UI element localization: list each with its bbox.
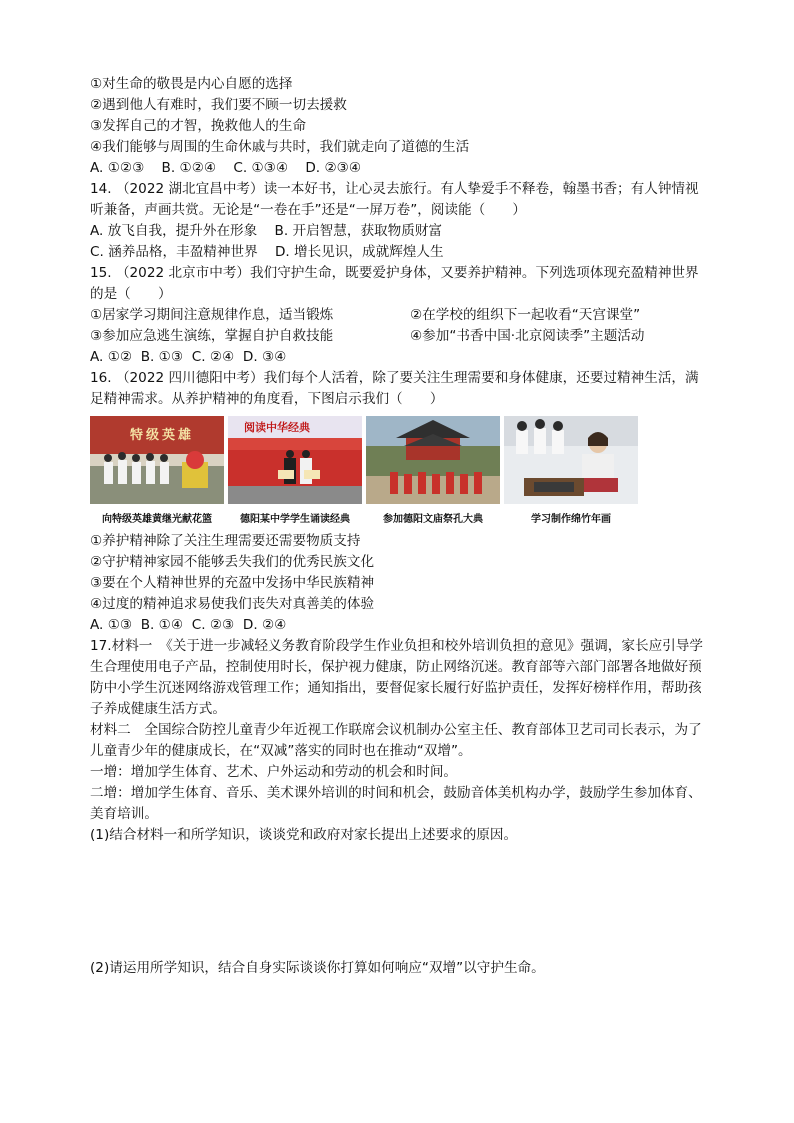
q17-question-2: (2)请运用所学知识，结合自身实际谈谈你打算如何响应“双增”以守护生命。 xyxy=(90,960,545,976)
q17-increase-2: 二增：增加学生体育、音乐、美术课外培训的时间和机会，鼓励音体美机构办学，鼓励学生参加体育、美育培训。 xyxy=(90,785,702,822)
photo-reading-classics xyxy=(228,416,362,525)
photo-reading-classics-sign: 阅读中华经典 xyxy=(244,421,310,434)
q16-item-3: ③要在个人精神世界的充盈中发扬中华民族精神 xyxy=(90,575,375,591)
photo-new-year-painting-image xyxy=(504,416,638,504)
q16-options: A. ①③ B. ①④ C. ②③ D. ②④ xyxy=(90,617,287,633)
q16-item-2: ②守护精神家园不能够丢失我们的优秀民族文化 xyxy=(90,554,375,570)
q13-item-1: ①对生命的敬畏是内心自愿的选择 xyxy=(90,76,293,92)
photo-new-year-painting xyxy=(504,416,638,525)
q14-stem: 14. （2022 湖北宜昌中考）读一本好书，让心灵去旅行。有人挚爱手不释卷，翰墨书香；有人钟情视听兼备，声画共赏。无论是“一卷在手”还是“一屏万卷”，阅读能（ ） xyxy=(90,181,699,218)
q14-options-row1: A. 放飞自我，提升外在形象 B. 开启智慧，获取物质财富 xyxy=(90,223,443,239)
q16-photo-strip xyxy=(90,416,638,525)
photo-flower-basket-image xyxy=(90,416,224,504)
photo-new-year-painting-caption: 学习制作绵竹年画 xyxy=(531,514,611,525)
q17-material-2: 材料二 全国综合防控儿童青少年近视工作联席会议机制办公室主任、教育部体卫艺司司长表示，为了儿童青少年的健康成长，在“双减”落实的同时也在推动“双增”。 xyxy=(90,722,702,759)
q13-item-3: ③发挥自己的才智，挽救他人的生命 xyxy=(90,118,307,134)
exam-page xyxy=(90,74,710,979)
q13-options: A. ①②③ B. ①②④ C. ①③④ D. ②③④ xyxy=(90,160,362,176)
photo-confucius-ceremony xyxy=(366,416,500,525)
photo-confucius-ceremony-caption: 参加德阳文庙祭孔大典 xyxy=(383,514,483,525)
photo-flower-basket-caption: 向特级英雄黄继光献花篮 xyxy=(102,514,212,525)
q13-items xyxy=(90,74,710,179)
q15-stem: 15. （2022 北京市中考）我们守护生命，既要爱护身体，又要养护精神。下列选项体现充盈精神世界的是（ ） xyxy=(90,265,699,302)
q16-stem: 16. （2022 四川德阳中考）我们每个人活着，除了要关注生理需要和身体健康，还要过精神生活，满足精神需求。从养护精神的角度看，下图启示我们（ ） xyxy=(90,370,699,407)
q13-item-4: ④我们能够与周围的生命休戚与共时，我们就走向了道德的生活 xyxy=(90,139,470,155)
q15-items-row1 xyxy=(90,305,710,326)
photo-reading-classics-caption: 德阳某中学学生诵读经典 xyxy=(240,514,350,525)
q15-item-2: ②在学校的组织下一起收看“天宫课堂” xyxy=(410,307,641,323)
question-14 xyxy=(90,179,710,263)
q17-question-1: (1)结合材料一和所学知识，谈谈党和政府对家长提出上述要求的原因。 xyxy=(90,827,518,843)
q16-item-1: ①养护精神除了关注生理需要还需要物质支持 xyxy=(90,533,361,549)
question-17 xyxy=(90,636,710,979)
photo-flower-basket xyxy=(90,416,224,525)
photo-confucius-ceremony-image xyxy=(366,416,500,504)
q17-answer-space-1[interactable] xyxy=(90,846,710,958)
q14-options-row2: C. 涵养品格，丰盈精神世界 D. 增长见识，成就辉煌人生 xyxy=(90,244,444,260)
photo-flower-basket-sign: 特级英雄 xyxy=(130,428,195,443)
q15-items-row2 xyxy=(90,326,710,347)
question-15 xyxy=(90,263,710,368)
q16-item-4: ④过度的精神追求易使我们丧失对真善美的体验 xyxy=(90,596,375,612)
question-16 xyxy=(90,368,710,636)
q13-item-2: ②遇到他人有难时，我们要不顾一切去援救 xyxy=(90,97,347,113)
q15-item-3: ③参加应急逃生演练，掌握自护自救技能 xyxy=(90,328,334,344)
q17-increase-1: 一增：增加学生体育、艺术、户外运动和劳动的机会和时间。 xyxy=(90,764,458,780)
q15-options: A. ①② B. ①③ C. ②④ D. ③④ xyxy=(90,349,287,365)
q17-material-1: 17.材料一 《关于进一步减轻义务教育阶段学生作业负担和校外培训负担的意见》强调，家长应引导学生合理使用电子产品，控制使用时长，保护视力健康，防止网络沉迷。教育部等六部门部署各地做好预防中小学生沉迷网络游戏管理工作；通知指出，要督促家长履行好监护责任，发挥好榜样作用，帮助孩子养成健康生活方式。 xyxy=(90,638,703,717)
q15-item-1: ①居家学习期间注意规律作息，适当锻炼 xyxy=(90,307,334,323)
photo-reading-classics-image xyxy=(228,416,362,504)
q15-item-4: ④参加“书香中国·北京阅读季”主题活动 xyxy=(410,328,645,344)
